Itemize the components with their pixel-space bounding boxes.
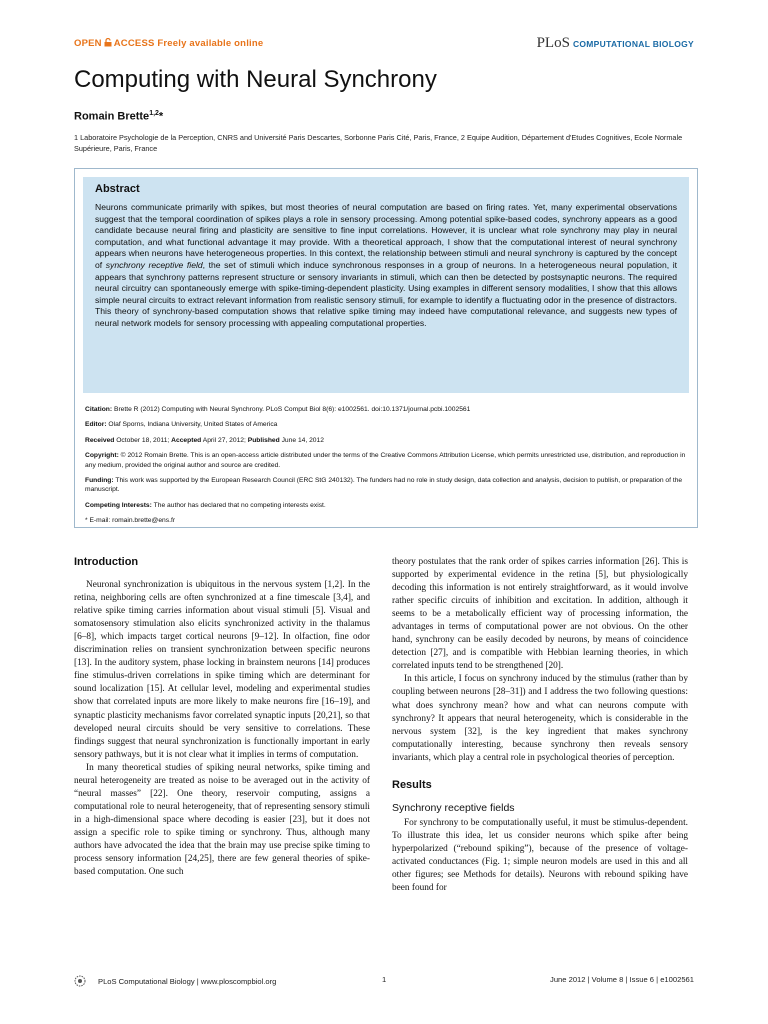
editor-text: Olaf Sporns, Indiana University, United States of America: [108, 421, 278, 429]
affiliations: 1 Laboratoire Psychologie de la Perception, CNRS and Université Paris Descartes, Sorbonne Paris Cité, Paris, France, 2 Equipe Audition, Département d'Etudes Cognitives, Ecole Normale Supérieure, Paris, France: [74, 133, 683, 153]
citation-text: Brette R (2012) Computing with Neural Synchrony. PLoS Comput Biol 8(6): e1002561. doi:10.1371/journal.pcbi.1002561: [113, 406, 471, 413]
author-line: [74, 110, 163, 123]
received-date: October 18, 2011;: [116, 436, 170, 444]
editor-label: Editor:: [85, 421, 107, 429]
article-title: Computing with Neural Synchrony: [74, 66, 437, 93]
funding-text: This work was supported by the European Research Council (ERC StG 240132). The funders had no role in study design, data collection and analysis, decision to publish, or preparation of the manuscript.: [85, 477, 683, 494]
page-footer: [74, 973, 694, 987]
right-paragraph-1: theory postulates that the rank order of spikes carries information [26]. This is supported by experimental evidence in the retina [5], but physiologically decoding this information is not entirely straightforward, as it would involve rather specific circuits of inhibition and excitation. In addition, although it seems to be a metabolically efficient way of processing information, the advantages in terms of computational power are not obvious. On the other hand, synchrony can be easily decoded by neurons, by means of coincidence detection [27], and is compatible with Hebbian learning theories, in which correlated inputs tend to be strengthened [20].: [392, 557, 688, 672]
competing-interests: [85, 501, 687, 510]
author-corresponding-mark: *: [158, 110, 164, 123]
plos-footer-logo-icon: [74, 975, 94, 987]
body-column-right: [392, 556, 688, 895]
intro-paragraph-2: In many theoretical studies of spiking neural networks, spike timing and neural heterogeneity are treated as noise to be averaged out in the activity of “neural masses” [22]. One theory, reservoir computing, assigns a computational role to neural heterogeneity, that of representing sensory stimuli in a high-dimensional space where decoding is easier [23], but it does not assign a specific role to spike timing or synchrony. Thus, although many authors have advocated the idea that the brain may use precise spike timing to process sensory information [24,25], there are few general theories of spike-based computation. One such: [74, 762, 370, 878]
accepted-label: Accepted: [171, 436, 202, 444]
footer-issue: June 2012 | Volume 8 | Issue 6 | e1002561: [550, 975, 694, 984]
journal-name: COMPUTATIONAL BIOLOGY: [572, 39, 694, 49]
competing-text: The author has declared that no competing interests exist.: [153, 501, 326, 509]
results-heading: Results: [392, 778, 432, 791]
right-paragraph-3: For synchrony to be computationally useful, it must be stimulus-dependent. To illustrate this idea, let us consider neurons which spike after being hyperpolarized (“rebound spiking”), because of the presence of voltage-activated conductances (Fig. 1; simple neuron models are used in this and all other figures; see Methods for details). Neurons with rebound spiking have been found for: [392, 817, 688, 894]
abstract-text-part-b: , the set of stimuli which induce synchronous responses in a group of neurons. In a heterogeneous neural population, it appears that synchrony patterns represent structure or sensory invariants in stimuli, which can then be detected by postsynaptic neurons. The required neural circuitry can spontaneously emerge with spike-timing-dependent plasticity. Using examples in different sensory modalities, I show that this allows simple neural circuits to extract relevant information from realistic sensory stimuli, for example to identify a fluctuating odor in the presence of distractors. This theory of synchrony-based computation shows that relative spike timing may indeed have computational relevance, and suggests new types of neural network models for sensory processing with appealing computational properties.: [95, 259, 677, 328]
copyright: [85, 451, 687, 470]
received-label: Received: [85, 436, 115, 444]
introduction-heading: Introduction: [74, 556, 139, 568]
accepted-date: April 27, 2012;: [202, 436, 246, 444]
abstract-panel: [83, 177, 689, 393]
author-name: Romain Brette: [74, 110, 150, 123]
abstract-emphasis: synchrony receptive field: [105, 259, 203, 270]
abstract-text-part-a: Neurons communicate primarily with spikes, but most theories of neural computation are based on firing rates. Yet, many experimental observations suggest that the temporal coordination of spikes plays a role in sensory processing. Among potential spike-based codes, synchrony appears as a good candidate because neural firing and plasticity are sensitive to fine input correlations. However, it is unclear what role synchrony may play in neural computation, and what functional advantage it may provide. With a theoretical approach, I show that the computational interest of neural synchrony appears when neurons have heterogeneous properties. In this context, the relationship between stimuli and neural synchrony is captured by the concept of: [95, 202, 677, 270]
citation-label: Citation:: [85, 406, 113, 413]
copyright-label: Copyright:: [85, 452, 119, 460]
funding-label: Funding:: [85, 477, 114, 485]
email: * E-mail: romain.brette@ens.fr: [85, 517, 176, 525]
footer-left: [74, 975, 276, 987]
dates: [85, 436, 687, 445]
article-metadata: [85, 405, 687, 532]
synchrony-receptive-fields-heading: Synchrony receptive fields: [392, 801, 515, 814]
abstract-heading: Abstract: [95, 183, 140, 195]
journal-header: [74, 35, 694, 54]
oa-open-text: OPEN: [74, 38, 102, 49]
abstract-text: [95, 202, 677, 330]
editor: [85, 420, 687, 429]
citation: [85, 405, 687, 414]
oa-access-text: ACCESS: [113, 38, 155, 49]
copyright-text: © 2012 Romain Brette. This is an open-access article distributed under the terms of the Creative Commons Attribution License, which permits unrestricted use, distribution, and reproduction in any medium, provided the original author and source are credited.: [85, 452, 686, 469]
right-paragraph-2: In this article, I focus on synchrony induced by the stimulus (rather than by coupling between neurons [28–31]) and I address the two following questions: what does synchrony mean? how and what can neurons compute with synchrony? It appears that neural heterogeneity, which is considerable in the nervous system [32], is the key ingredient that makes synchrony computationally interesting, because synchrony then reveals sensory invariants, which play a central role in psychological theories of perception.: [392, 674, 688, 763]
competing-label: Competing Interests:: [85, 501, 152, 509]
published-date: June 14, 2012: [281, 436, 324, 444]
oa-rest-text: Freely available online: [157, 38, 264, 49]
open-access-badge: [74, 38, 263, 49]
open-lock-icon: [104, 38, 112, 47]
author-affil-sup: 1,2: [149, 110, 159, 117]
plos-logo: [537, 35, 694, 52]
abstract-box: [74, 168, 698, 528]
body-column-left: [74, 556, 370, 879]
plos-wordmark: PLoS: [536, 35, 570, 51]
page-number: 1: [382, 975, 387, 984]
intro-paragraph-1: Neuronal synchronization is ubiquitous in the nervous system [1,2]. In the retina, neighboring cells are often synchronized at a fine timescale [3,4], and relative spike timing carries information about visual stimuli [5]. Visual and somatosensory stimulation also elicits synchronized activity in the thalamus [6–8], which impacts target cortical neurons [9–12]. In olfaction, fine odor discrimination relies on transient synchronization between specific neurons [13]. In the auditory system, phase locking in brainstem neurons [14] produces fine stimulus-driven correlations in spike timing which are determinant for sound localization [15]. At cellular level, modeling and experimental studies show that correlated inputs are more likely to make neurons fire [16–19], and synaptic plasticity mechanisms favor correlated synaptic inputs [20,21], so that developed neural circuits should be very sensitive to correlations. These findings suggest that neural synchronization is functionally important in early sensory pathways, but it is not clear what it implies in terms of computation.: [74, 580, 370, 760]
published-label: Published: [247, 436, 280, 444]
footer-journal-url: PLoS Computational Biology | www.ploscompbiol.org: [98, 977, 277, 986]
funding: [85, 476, 687, 495]
